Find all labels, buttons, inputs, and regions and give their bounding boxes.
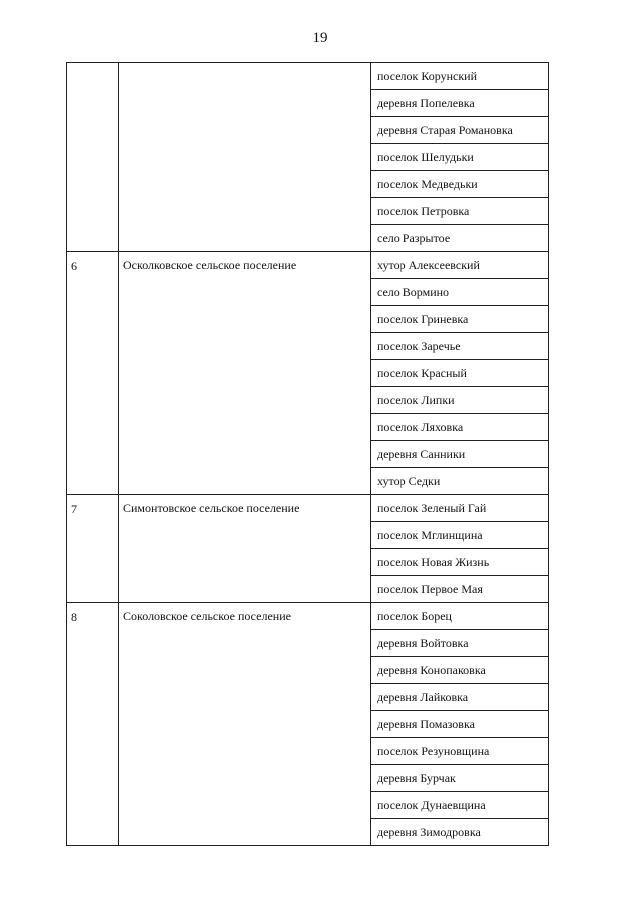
municipality-number-cell <box>67 252 119 495</box>
settlement-cell <box>371 738 549 765</box>
settlement-cell <box>371 333 549 360</box>
settlement-cell <box>371 468 549 495</box>
settlement-cell <box>371 630 549 657</box>
settlement-cell-text: поселок Заречье <box>377 339 461 353</box>
settlement-cell <box>371 576 549 603</box>
settlement-cell-text: поселок Резуновщина <box>377 744 490 758</box>
settlement-cell <box>371 63 549 90</box>
settlement-cell <box>371 198 549 225</box>
settlement-cell <box>371 279 549 306</box>
settlement-cell <box>371 711 549 738</box>
settlement-cell <box>371 441 549 468</box>
page-number: 19 <box>312 30 328 46</box>
settlements-table <box>66 62 549 846</box>
settlement-cell-text: поселок Корунский <box>377 69 478 83</box>
settlement-cell-text: деревня Старая Романовка <box>377 123 513 137</box>
table-row <box>67 603 549 630</box>
settlement-cell <box>371 549 549 576</box>
municipality-name-cell <box>119 252 371 495</box>
settlement-cell <box>371 657 549 684</box>
settlement-cell-text: деревня Войтовка <box>377 636 469 650</box>
settlement-cell-text: деревня Бурчак <box>377 771 456 785</box>
settlement-cell-text: деревня Зимодровка <box>377 825 481 839</box>
settlement-cell-text: поселок Первое Мая <box>377 582 483 596</box>
municipality-number-cell-text: 6 <box>71 259 77 273</box>
table-row <box>67 252 549 279</box>
settlement-cell <box>371 90 549 117</box>
settlement-cell-text: хутор Алексеевский <box>377 258 480 272</box>
settlement-cell <box>371 306 549 333</box>
settlement-cell <box>371 819 549 846</box>
settlement-cell <box>371 603 549 630</box>
municipality-name-cell <box>119 63 371 252</box>
settlement-cell <box>371 360 549 387</box>
settlement-cell-text: поселок Дунаевщина <box>377 798 486 812</box>
settlement-cell-text: село Разрытое <box>377 231 451 245</box>
municipality-name-cell-text: Осколковское сельское поселение <box>123 258 297 272</box>
settlement-cell <box>371 387 549 414</box>
settlement-cell-text: деревня Помазовка <box>377 717 475 731</box>
settlement-cell <box>371 414 549 441</box>
settlement-cell-text: поселок Липки <box>377 393 455 407</box>
settlement-cell-text: поселок Медведьки <box>377 177 478 191</box>
municipality-number-cell <box>67 603 119 846</box>
settlement-cell <box>371 117 549 144</box>
municipality-name-cell-text: Соколовское сельское поселение <box>123 609 291 623</box>
settlement-cell-text: деревня Попелевка <box>377 96 475 110</box>
municipality-name-cell <box>119 603 371 846</box>
settlement-cell-text: поселок Ляховка <box>377 420 464 434</box>
settlement-cell-text: хутор Седки <box>377 474 441 488</box>
municipality-name-cell-text: Симонтовское сельское поселение <box>123 501 300 515</box>
settlement-cell-text: поселок Шелудьки <box>377 150 474 164</box>
settlement-cell-text: поселок Петровка <box>377 204 470 218</box>
settlement-cell <box>371 252 549 279</box>
settlement-cell-text: поселок Гриневка <box>377 312 469 326</box>
settlement-cell <box>371 522 549 549</box>
settlement-cell <box>371 171 549 198</box>
settlement-cell-text: поселок Мглинщина <box>377 528 483 542</box>
municipality-number-cell-text: 8 <box>71 610 77 624</box>
settlement-cell <box>371 495 549 522</box>
settlement-cell-text: деревня Лайковка <box>377 690 469 704</box>
settlement-cell <box>371 225 549 252</box>
settlement-cell <box>371 684 549 711</box>
settlement-cell-text: поселок Зеленый Гай <box>377 501 487 515</box>
municipality-number-cell <box>67 495 119 603</box>
settlement-cell-text: поселок Красный <box>377 366 467 380</box>
municipality-number-cell <box>67 63 119 252</box>
settlements-table-body <box>67 63 549 846</box>
settlement-cell-text: поселок Борец <box>377 609 452 623</box>
municipality-number-cell-text: 7 <box>71 502 77 516</box>
municipality-name-cell <box>119 495 371 603</box>
table-row <box>67 63 549 90</box>
settlement-cell-text: деревня Конопаковка <box>377 663 486 677</box>
settlement-cell <box>371 765 549 792</box>
settlement-cell-text: поселок Новая Жизнь <box>377 555 490 569</box>
settlement-cell-text: село Вормино <box>377 285 450 299</box>
settlement-cell-text: деревня Санники <box>377 447 466 461</box>
settlement-cell <box>371 144 549 171</box>
settlement-cell <box>371 792 549 819</box>
table-row <box>67 495 549 522</box>
